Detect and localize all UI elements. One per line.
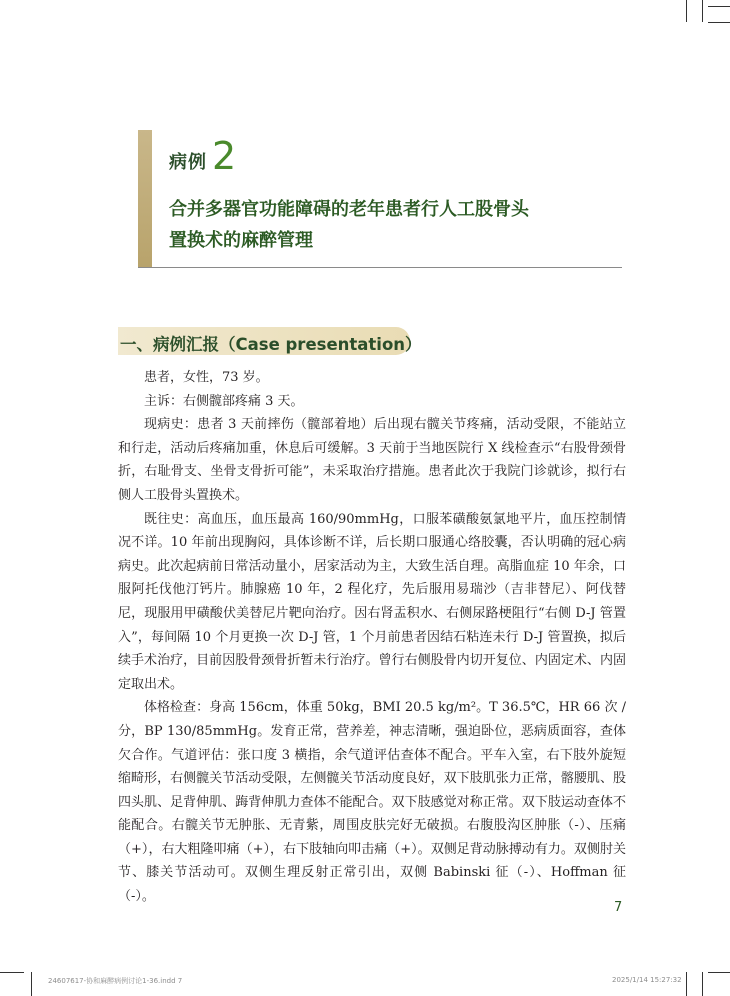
paragraph: 现病史：患者 3 天前摔伤（髋部着地）后出现右髋关节疼痛，活动受限，不能站立和行走，活动后疼痛加重，休息后可缓解。3 天前于当地医院行 X 线检查示“右股骨颈骨折，右耻骨支、坐骨支骨折可能”，未采取治疗措施。患者此次于我院门诊就诊，拟行右侧人工股骨头置换术。	[118, 417, 626, 503]
case-title-line: 合并多器官功能障碍的老年患者行人工股骨头	[169, 199, 529, 220]
crop-mark	[702, 0, 703, 22]
paragraph: 主诉：右侧髋部疼痛 3 天。	[144, 393, 304, 409]
case-header	[138, 130, 622, 268]
case-title-line: 置换术的麻醉管理	[169, 230, 313, 251]
paragraph: 既往史：高血压，血压最高 160/90mmHg，口服苯磺酸氨氯地平片，血压控制情况不详。10 年前出现胸闷，具体诊断不详，后长期口服通心络胶囊，否认明确的冠心病病史。此次起病前日常活动量小，居家活动为主，大致生活自理。高脂血症 10 年余，口服阿托伐他汀钙片。肺腺癌 10 年，2 程化疗，先后服用易瑞沙（吉非替尼）、阿伐替尼，现服用甲磺酸伏美替尼片靶向治疗。因右肾盂积水、右侧尿路梗阻行“右侧 D-J 管置入”，每间隔 10 个月更换一次 D-J 管，1 个月前患者因结石粘连未行 D-J 管置换，拟后续手术治疗，目前因股骨颈骨折暂未行治疗。曾行右侧股骨内切开复位、内固定术、内固定取出术。	[118, 511, 626, 692]
footer-timestamp: 2025/1/14 15:27:32	[612, 976, 682, 984]
case-title	[169, 194, 619, 256]
body-text	[118, 366, 626, 909]
crop-mark	[708, 972, 730, 973]
crop-mark	[708, 6, 730, 7]
crop-mark	[702, 972, 703, 996]
crop-mark	[708, 22, 730, 23]
header-divider	[138, 267, 622, 268]
section-heading-text: 一、病例汇报（Case presentation）	[120, 335, 422, 354]
crop-mark	[686, 972, 687, 996]
crop-mark	[31, 972, 32, 996]
paragraph: 体格检查：身高 156cm，体重 50kg，BMI 20.5 kg/m²。T 36.5℃，HR 66 次 / 分，BP 130/85mmHg。发育正常，营养差，神志清晰，强迫卧位，恶病质面容，查体欠合作。气道评估：张口度 3 横指，余气道评估查体不配合。平车入室，右下肢外旋短缩畸形，右侧髋关节活动受限，左侧髋关节活动度良好，双下肢肌张力正常，髂腰肌、股四头肌、足背伸肌、踇背伸肌力查体不能配合。双下肢感觉对称正常。双下肢运动查体不能配合。右髋关节无肿胀、无青紫，周围皮肤完好无破损。右腹股沟区肿胀（-）、压痛（+），右大粗隆叩痛（+），右下肢轴向叩击痛（+）。双侧足背动脉搏动有力。双侧肘关节、膝关节活动可。双侧生理反射正常引出，双侧 Babinski 征（-）、Hoffman 征（-）。	[118, 700, 626, 905]
page-number: 7	[614, 900, 623, 915]
footer-filename: 24607617-协和麻醉病例讨论1-36.indd 7	[48, 977, 183, 985]
header-accent-bar	[138, 130, 152, 268]
case-label: 病例	[169, 152, 207, 173]
paragraph: 患者，女性，73 岁。	[144, 370, 269, 385]
crop-mark	[0, 972, 24, 973]
crop-mark	[686, 0, 687, 22]
case-number: 2	[212, 134, 237, 178]
